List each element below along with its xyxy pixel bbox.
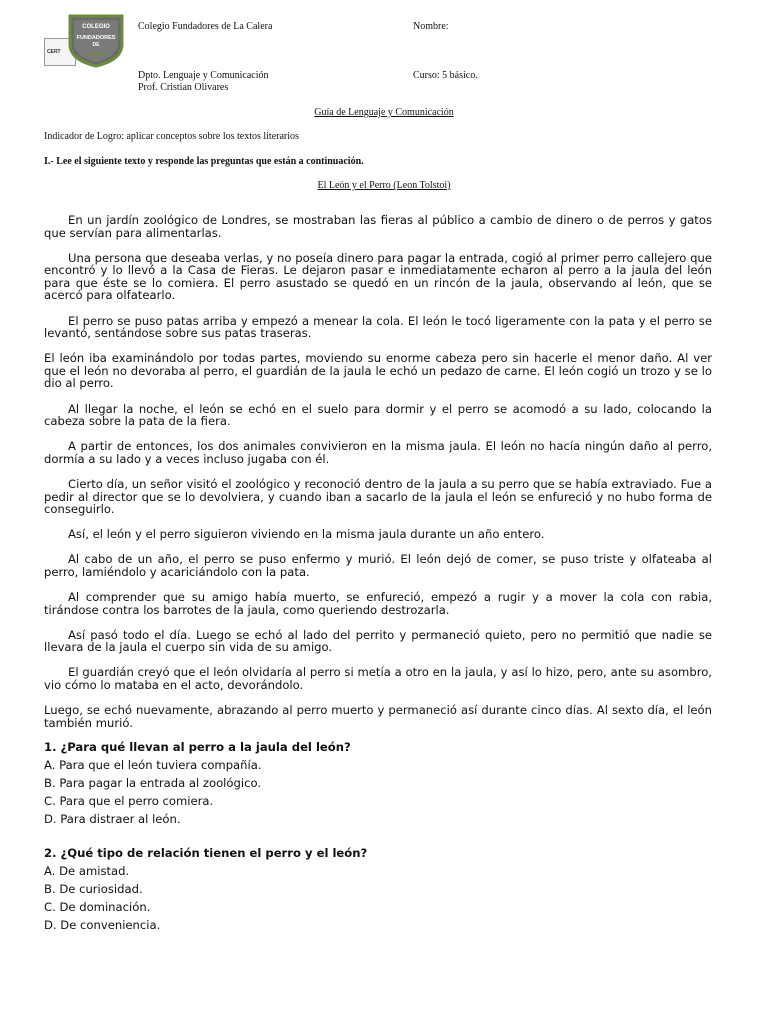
story-paragraph: El león iba examinándolo por todas partes, moviendo su enorme cabeza pero sin hacerle el menor daño. Al ver que el león no devoraba al perro, el guardián de la jaula le echó un pedazo de carne. El león cogió un trozo y se lo dio al perro. [44,351,712,391]
indicator-text: Indicador de Logro: aplicar conceptos sobre los textos literarios [44,131,299,142]
school-crest-icon [66,14,126,68]
story-paragraph: Así, el león y el perro siguieron viviendo en la misma jaula durante un año entero. [68,527,545,542]
story-paragraph: Al comprender que su amigo había muerto, se enfureció, empezó a rugir y a mover la cola con rabia, tirándose contra los barrotes de la jaula, como queriendo destrozarla. [44,589,712,617]
school-logo [44,14,130,68]
story-paragraph: El perro se puso patas arriba y empezó a menear la cola. El león le tocó ligeramente con la pata y el perro se levantó, sentándose sobre sus patas traseras. [44,313,712,341]
question-2-option-b: B. De curiosidad. [44,882,143,896]
story-paragraph: Al llegar la noche, el león se echó en el suelo para dormir y el perro se acomodó a su lado, colocando la cabeza sobre la pata de la fiera. [44,401,712,429]
question-1-option-d: D. Para distraer al león. [44,812,181,826]
story-paragraph: El guardián creyó que el león olvidaría al perro si metía a otro en la jaula, y así lo hizo, pero, ante su asombro, vio cómo lo mataba en el acto, devorándolo. [44,665,712,692]
logo-middle-text-2: DE [92,42,100,48]
teacher-label: Prof. Cristian Olivares [138,82,229,93]
questions-section [44,738,712,934]
school-name: Colegio Fundadores de La Calera [138,21,273,32]
story-paragraph: Al cabo de un año, el perro se puso enfermo y murió. El león dejó de comer, se puso triste y olfateaba al perro, lamiéndolo y acariciándolo con la pata. [44,552,712,579]
question-1-option-a: A. Para que el león tuviera compañía. [44,758,262,772]
certificate-badge-text: CERT [47,49,61,55]
department-label: Dpto. Lenguaje y Comunicación [138,70,269,81]
question-2-option-c: C. De dominación. [44,900,151,914]
question-1-option-b: B. Para pagar la entrada al zoológico. [44,776,262,790]
question-2-option-d: D. De conveniencia. [44,918,161,932]
question-1: 1. ¿Para qué llevan al perro a la jaula del león? [44,740,351,754]
story-title: El León y el Perro (Leon Tolstoi) [317,180,451,191]
story-paragraph: Así pasó todo el día. Luego se echó al lado del perrito y permaneció quieto, pero no permitió que nadie se llevara de la jaula el cuerpo sin vida de su amigo. [44,627,712,655]
story-body [44,214,712,742]
logo-middle-text-1: FUNDADORES [76,35,116,41]
story-paragraph: En un jardín zoológico de Londres, se mostraban las fieras al público a cambio de dinero o de perros y gatos que servían para alimentarlas. [44,213,712,240]
story-paragraph: Luego, se echó nuevamente, abrazando al perro muerto y permaneció así durante cinco días. Al sexto día, el león también murió. [44,703,712,730]
logo-top-text: COLEGIO [82,24,110,30]
story-paragraph: Cierto día, un señor visitó el zoológico y reconoció dentro de la jaula a su perro que se había extraviado. Fue a pedir al director que se lo devolviera, y cuando iban a sacarlo de la jaula el león se enfureció y no hubo forma de conseguirlo. [44,476,712,517]
question-1-option-c: C. Para que el perro comiera. [44,794,214,808]
course-label: Curso: 5 básico. [413,70,478,81]
name-label: Nombre: [413,21,449,32]
question-2: 2. ¿Qué tipo de relación tienen el perro y el león? [44,846,368,860]
story-paragraph: Una persona que deseaba verlas, y no poseía dinero para pagar la entrada, cogió al primer perro callejero que encontró y lo llevó a la Casa de Fieras. Le dejaron pasar e inmediatamente echaron al perro a la jaula del león para que éste se lo comiera. El perro asustado se quedó en un rincón de la jaula, observando al león, que se acercó para olfatearlo. [44,250,712,303]
instruction-text: I.- Lee el siguiente texto y responde las preguntas que están a continuación. [44,156,364,167]
story-paragraph: A partir de entonces, los dos animales convivieron en la misma jaula. El león no hacía ningún daño al perro, dormía a su lado y a veces incluso jugaba con él. [44,439,712,466]
question-2-option-a: A. De amistad. [44,864,130,878]
logo-bottom-text: LA CALERA [83,52,109,57]
guide-title: Guía de Lenguaje y Comunicación [314,107,454,118]
